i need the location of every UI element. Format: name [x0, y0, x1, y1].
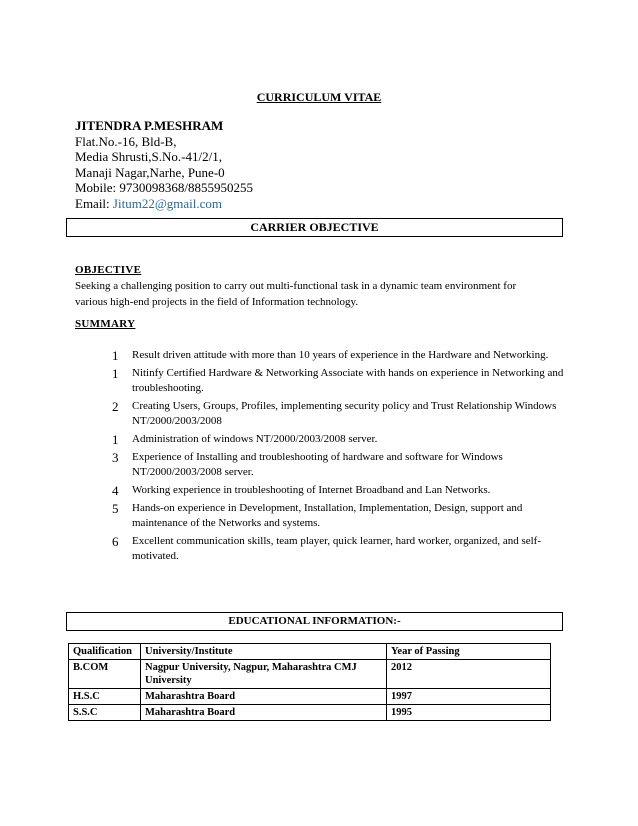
page-title: CURRICULUM VITAE	[256, 90, 382, 104]
cell-year: 2012	[387, 660, 551, 689]
address-line-2: Media Shrusti,S.No.-41/2/1,	[75, 149, 222, 164]
contact-block	[75, 118, 253, 211]
address-line-3: Manaji Nagar,Narhe, Pune-0	[75, 164, 225, 180]
cell-qualification: H.S.C	[69, 689, 141, 705]
cell-year: 1995	[387, 705, 551, 721]
header-qualification: Qualification	[69, 644, 141, 660]
item-number: 1	[112, 366, 119, 381]
cell-year: 1997	[387, 689, 551, 705]
list-item	[112, 432, 567, 447]
item-number: 1	[112, 348, 119, 363]
item-text: Result driven attitude with more than 10 years of experience in the Hardware and Networking.	[132, 349, 549, 361]
cell-university: Maharashtra Board	[141, 705, 387, 721]
cell-qualification: B.COM	[69, 660, 141, 689]
email-link[interactable]: Jitum22@gmail.com	[112, 195, 223, 211]
item-text: Excellent communication skills, team player, quick learner, hard worker, organized, and self-motivated.	[132, 535, 541, 562]
objective-label: OBJECTIVE	[75, 264, 142, 276]
list-item	[112, 483, 567, 498]
summary-list	[112, 348, 567, 567]
summary-label: SUMMARY	[75, 318, 136, 330]
objective-line-2: various high-end projects in the field of Information technology.	[75, 296, 359, 308]
item-number: 2	[112, 399, 119, 414]
table-row	[69, 689, 551, 705]
item-text: Administration of windows NT/2000/2003/2008 server.	[132, 433, 378, 445]
item-number: 1	[112, 432, 119, 447]
item-number: 6	[112, 534, 119, 549]
objective-text	[75, 278, 595, 310]
mobile-line: Mobile: 9730098368/8855950255	[75, 180, 254, 195]
item-number: 4	[112, 483, 119, 498]
table-header-row	[69, 644, 551, 660]
table-row	[69, 660, 551, 689]
header-year: Year of Passing	[387, 644, 551, 660]
item-number: 5	[112, 501, 119, 516]
carrier-objective-heading: CARRIER OBJECTIVE	[66, 218, 563, 237]
item-text: Experience of Installing and troubleshooting of hardware and software for Windows NT/2000/2003/2008 server.	[132, 451, 503, 478]
list-item	[112, 399, 567, 429]
education-heading: EDUCATIONAL INFORMATION:-	[66, 612, 563, 631]
email-line	[75, 196, 253, 212]
email-label: Email:	[75, 195, 113, 211]
item-number: 3	[112, 450, 119, 465]
candidate-name: JITENDRA P.MESHRAM	[75, 118, 224, 133]
list-item	[112, 348, 567, 363]
cell-qualification: S.S.C	[69, 705, 141, 721]
address-line-1: Flat.No.-16, Bld-B,	[75, 133, 177, 149]
item-text: Working experience in troubleshooting of Internet Broadband and Lan Networks.	[132, 484, 491, 496]
cell-university: Maharashtra Board	[141, 689, 387, 705]
education-table	[68, 643, 551, 721]
list-item	[112, 501, 567, 531]
cell-university: Nagpur University, Nagpur, Maharashtra CMJ University	[141, 660, 387, 689]
objective-line-1: Seeking a challenging position to carry out multi-functional task in a dynamic team environment for	[75, 280, 517, 292]
item-text: Nitinfy Certified Hardware & Networking Associate with hands on experience in Networking and troubleshooting.	[132, 367, 564, 394]
table-row	[69, 705, 551, 721]
item-text: Hands-on experience in Development, Installation, Implementation, Design, support and maintenance of the Networks and systems.	[132, 502, 523, 529]
list-item	[112, 450, 567, 480]
header-university: University/Institute	[141, 644, 387, 660]
list-item	[112, 366, 567, 396]
item-text: Creating Users, Groups, Profiles, implementing security policy and Trust Relationship Windows NT/2000/2003/2008	[132, 400, 557, 427]
list-item	[112, 534, 567, 564]
